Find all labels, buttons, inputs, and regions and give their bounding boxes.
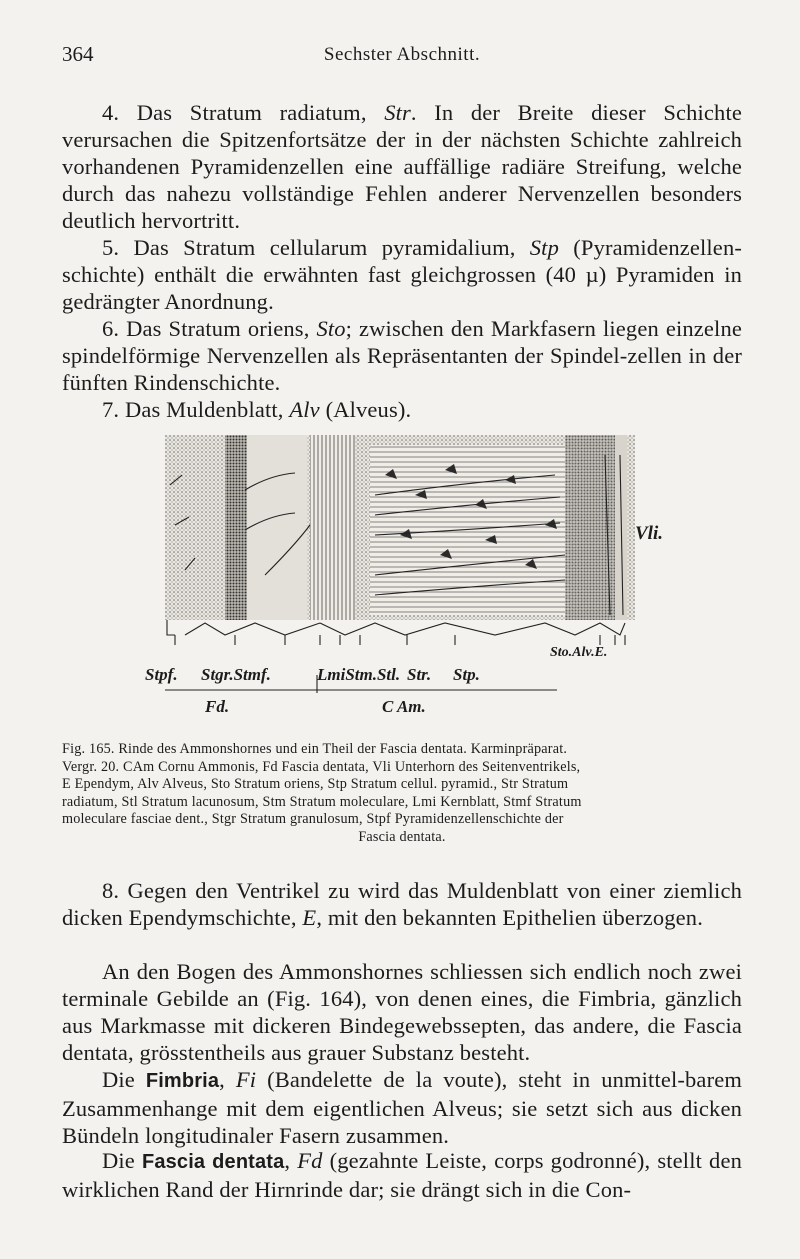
text-run: , mit den bekannten Epithelien überzogen. <box>316 905 703 930</box>
label-str: Str. <box>407 665 432 684</box>
paragraph-ependym <box>62 877 742 931</box>
running-title: Sechster Abschnitt. <box>323 44 481 65</box>
caption-line: E Ependym, Alv Alveus, Sto Stratum oriens, Stp Stratum cellul. pyramid., Str Stratum <box>62 776 569 792</box>
caption-line: Vergr. 20. CAm Cornu Ammonis, Fd Fascia dentata, Vli Unterhorn des Seitenventrikels, <box>62 758 581 775</box>
page-number: 364 <box>62 42 94 66</box>
text-run: (Pyramidenzellen-schichte) enthält die erwähnten fast gleichgrossen (40 µ) Pyramiden in gedrängter Anordnung. <box>62 235 742 314</box>
term: Fascia dentata <box>142 1151 285 1173</box>
figure-165 <box>145 435 665 735</box>
abbreviation: Stp <box>529 235 559 260</box>
text-run: 5. Das Stratum cellularum pyramidalium, <box>102 235 530 260</box>
text-run: . In der Breite dieser Schichte verursachen die Spitzenfortsätze der in der nächsten Schichte zahlreich vorhandenen Pyramidenzellen eine auffällige radiäre Streifung, welche durch das nahezu vollständige Fehlen anderer Nervenzellen besonders deutlich hervortritt. <box>62 100 742 233</box>
text-run: 7. Das Muldenblatt, <box>102 397 290 422</box>
label-stgr-stmf: Stgr.Stmf. <box>201 665 271 684</box>
label-vli: Vli. <box>635 523 663 544</box>
text-run: 4. Das Stratum radiatum, <box>102 100 385 125</box>
abbreviation: Str <box>384 100 411 125</box>
label-fd: Fd. <box>205 697 230 716</box>
text-run: 8. Gegen den Ventrikel zu wird das Muldenblatt von einer ziemlich dicken Ependymschichte, <box>62 878 742 930</box>
caption-line: Fig. 165. Rinde des Ammonshornes und ein Theil der Fascia dentata. Karminpräparat. <box>62 741 568 757</box>
page-header <box>62 42 742 72</box>
caption-line: Fascia dentata. <box>358 828 446 845</box>
paragraph-terminale-gebilde: An den Bogen des Ammonshornes schliessen sich endlich noch zwei terminale Gebilde an (Fig. 164), von denen eines, die Fimbria, gänzlich aus Markmasse mit dickeren Bindegewebssepten, das andere, die Fascia dentata, grösstentheils aus grauer Substanz besteht. <box>62 959 742 1065</box>
label-stp: Stp. <box>453 665 480 684</box>
label-stpf: Stpf. <box>145 665 178 684</box>
text-run: (Alveus). <box>319 397 412 422</box>
label-sto-alv-e: Sto.Alv.E. <box>550 645 608 660</box>
text-run: , <box>284 1148 298 1173</box>
text-run: Die <box>102 1148 143 1173</box>
paragraph-stratum-oriens <box>62 315 742 396</box>
label-cam: C Am. <box>382 697 426 716</box>
text-run: (Bandelette de la voute), steht in unmittel-barem Zusammenhange mit dem eigentlichen Alveus; sie setzt sich aus dicken Bündeln longitudinaler Fasern zusammen. <box>62 1067 742 1148</box>
text-run: , <box>219 1067 236 1092</box>
paragraph-stratum-pyramidalium <box>62 234 742 315</box>
caption-line: radiatum, Stl Stratum lacunosum, Stm Stratum moleculare, Lmi Kernblatt, Stmf Stratum <box>62 793 582 810</box>
paragraph-fascia-dentata <box>62 1147 742 1203</box>
abbreviation: Fd <box>297 1148 323 1173</box>
abbreviation: Alv <box>289 397 320 422</box>
term: Fimbria <box>145 1070 220 1092</box>
paragraph-fimbria <box>62 1066 742 1149</box>
histology-illustration <box>145 435 665 735</box>
abbreviation: Fi <box>235 1067 257 1092</box>
figure-caption <box>62 741 742 846</box>
label-lmi-stm-stl: LmiStm.Stl. <box>317 665 401 684</box>
paragraph-muldenblatt <box>62 396 742 423</box>
caption-line: moleculare fasciae dent., Stgr Stratum granulosum, Stpf Pyramidenzellenschichte der <box>62 811 564 827</box>
abbreviation: Sto <box>316 316 346 341</box>
text-run: 6. Das Stratum oriens, <box>102 316 317 341</box>
paragraph-stratum-radiatum <box>62 99 742 234</box>
text-run: ; zwischen den Markfasern liegen einzelne spindelförmige Nervenzellen als Repräsentanten der Spindel-zellen in der fünften Rindenschichte. <box>62 316 742 395</box>
text-run: Die <box>102 1067 146 1092</box>
abbreviation: E <box>302 905 317 930</box>
text-run: (gezahnte Leiste, corps godronné), stellt den wirklichen Rand der Hirnrinde dar; sie drängt sich in die Con- <box>62 1148 742 1202</box>
